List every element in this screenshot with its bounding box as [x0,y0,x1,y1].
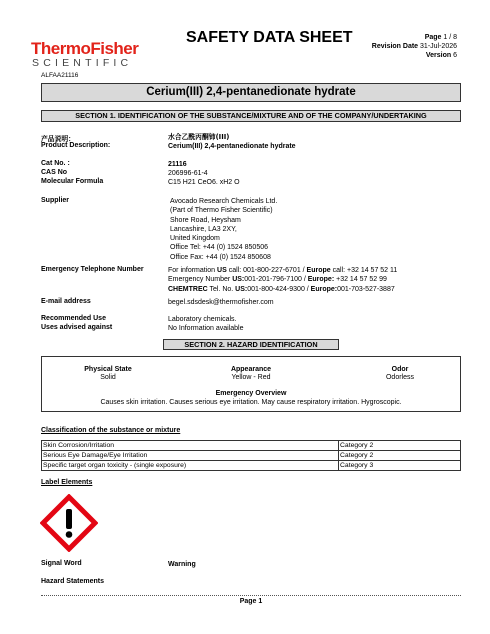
signal-word-label: Signal Word [41,560,82,567]
product-description-label: Product Description: [41,142,111,149]
supplier-line: Office Fax: +44 (0) 1524 850608 [170,253,271,261]
email-value[interactable]: begel.sdsdesk@thermofisher.com [168,299,274,306]
uses-advised-against-value: No Information available [168,325,244,332]
odor-value: Odorless [385,374,414,381]
table-row [42,441,461,451]
supplier-label: Supplier [41,197,70,204]
recommended-use-value: Laboratory chemicals. [168,316,237,323]
supplier-line: Lancashire, LA3 2XY, [170,225,237,233]
signal-word-value: Warning [168,561,196,568]
version-value: 6 [453,52,457,59]
version [426,52,457,59]
physical-state [68,366,148,382]
emergency-line-3: CHEMTREC Tel. No. US:001-800-424-9300 / Europe:001-703-527-3887 [168,285,395,293]
supplier-line: (Part of Thermo Fisher Scientific) [170,207,273,215]
product-description-value-cn: 水合乙酰丙酮铈(III) [168,133,230,141]
revision-value: 31-Jul-2026 [420,43,457,50]
classification-label: Classification of the substance or mixture [41,427,181,434]
emergency-phone-label: Emergency Telephone Number [41,266,144,273]
cat-no-label: Cat No. : [41,160,70,167]
table-row [42,451,461,461]
version-label: Version [425,52,452,59]
email-label: E-mail address [41,298,91,305]
emergency-overview-label: Emergency Overview [215,390,287,397]
classification-table [41,440,461,471]
document-id: ALFAA21116 [41,72,79,79]
document-title: SAFETY DATA SHEET [186,29,353,46]
supplier-line: Avocado Research Chemicals Ltd. [170,198,278,205]
table-row [42,461,461,471]
product-title: Cerium(III) 2,4-pentanedionate hydrate [41,83,461,102]
emergency-phone-info [168,266,397,294]
odor [360,366,440,382]
brand-logo: ThermoFisher [31,39,139,58]
physical-state-label: Physical State [84,366,132,373]
footer-divider [41,595,461,596]
supplier-line: United Kingdom [170,235,220,243]
cas-no-label: CAS No [41,169,68,176]
page-value: 1 / 8 [443,34,457,41]
brand-logo-subtitle: SCIENTIFIC [32,57,133,69]
supplier-line: Office Tel: +44 (0) 1524 850506 [170,244,269,252]
physical-state-value: Solid [100,374,116,381]
product-description-value: Cerium(III) 2,4-pentanedionate hydrate [168,143,296,150]
hazard-category: Category 3 [339,461,461,471]
footer-page-number: Page 1 [239,598,263,605]
molecular-formula-value: C15 H21 CeO6. xH2 O [168,179,240,186]
hazard-class: Specific target organ toxicity - (single exposure) [42,461,339,471]
hazard-class: Serious Eye Damage/Eye Irritation [42,451,339,461]
odor-label: Odor [391,366,409,373]
emergency-line-1: For information US call: 001-800-227-6701 / Europe call: +32 14 57 52 11 [168,267,398,274]
cat-no-value: 21116 [168,161,187,168]
supplier-line: Shore Road, Heysham [170,216,241,224]
ghs-exclamation-icon [40,494,98,552]
appearance-value: Yellow - Red [231,374,271,381]
product-description-label-cn: 产品说明： [41,135,75,143]
emergency-line-2: Emergency Number US:001-201-796-7100 / Europe: +32 14 57 52 99 [168,276,387,284]
recommended-use-label: Recommended Use [41,315,106,322]
page-counter [425,34,457,41]
hazard-category: Category 2 [339,451,461,461]
revision-date [372,43,457,50]
uses-advised-against-label: Uses advised against [41,324,113,331]
emergency-overview-text: Causes skin irritation. Causes serious eye irritation. May cause respiratory irritation. Hygroscopic. [100,399,402,406]
appearance [196,366,306,382]
hazard-category: Category 2 [339,441,461,451]
hazard-class: Skin Corrosion/Irritation [42,441,339,451]
section-2-heading: SECTION 2. HAZARD IDENTIFICATION [163,339,339,350]
appearance-label: Appearance [230,366,272,373]
supplier-address [170,197,277,262]
revision-label: Revision Date [371,43,419,50]
hazard-statements-label: Hazard Statements [41,578,105,585]
section-1-heading: SECTION 1. IDENTIFICATION OF THE SUBSTANCE/MIXTURE AND OF THE COMPANY/UNDERTAKING [41,110,461,122]
cas-no-value: 206996-61-4 [168,170,208,177]
molecular-formula-label: Molecular Formula [41,178,104,185]
page-label: Page [424,34,442,41]
label-elements-label: Label Elements [41,479,93,486]
